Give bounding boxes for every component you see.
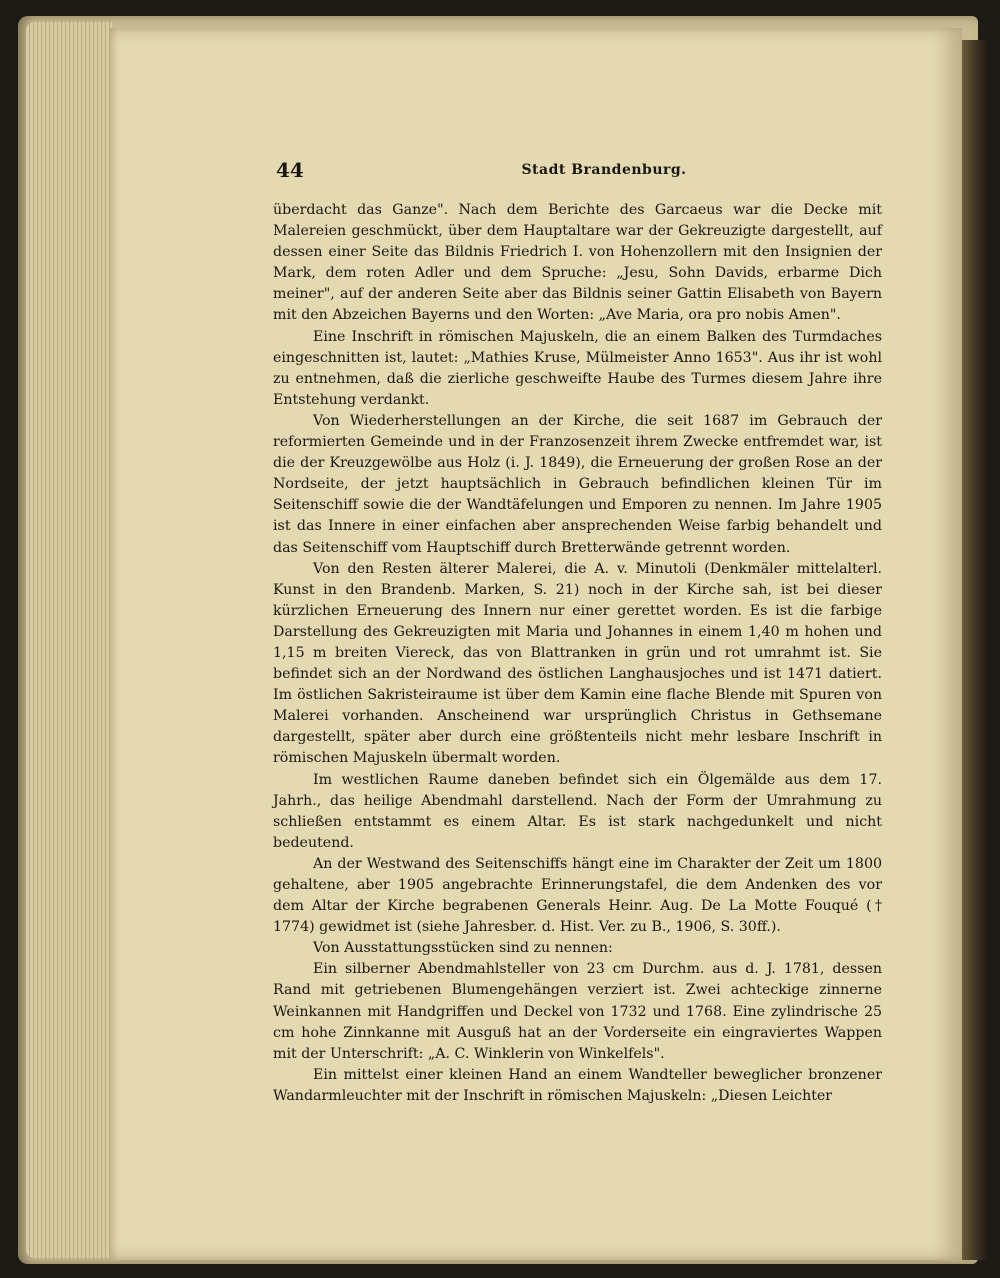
paragraph: Ein silberner Abendmahlsteller von 23 cm Durchm. aus d. J. 1781, dessen Rand mit getriebenen Blumengehängen verziert ist. Zwei achteckige zinnerne Weinkannen mit Handgriffen und Deckel von 1732 und 1768. Eine zylindrische 25 cm hohe Zinnkanne mit Ausguß hat an der Vorderseite ein eingraviertes Wappen mit der Unterschrift: „A. C. Winklerin von Winkelfels". [273,961,882,1062]
page-edges [26,22,112,1258]
paragraph: An der Westwand des Seitenschiffs hängt eine im Charakter der Zeit um 1800 gehaltene, aber 1905 angebrachte Erinnerungstafel, die dem Andenken des vor dem Altar der Kirche begrabenen Generals Heinr. Aug. De La Motte Fouqué († 1774) gewidmet ist (siehe Jahresber. d. Hist. Ver. zu B., 1906, S. 30ff.). [273,855,882,936]
body-text [273,200,882,1107]
paragraph: Von den Resten älterer Malerei, die A. v. Minutoli (Denkmäler mittelalterl. Kunst in den Brandenb. Marken, S. 21) noch in der Kirche sah, ist bei dieser kürzlichen Erneuerung des Innern nur einer gerettet worden. Es ist die farbige Darstellung des Gekreuzigten mit Maria und Johannes in einem 1,40 m hohen und 1,15 m breiten Viereck, das von Blattranken in grün und rot umrahmt ist. Sie befindet sich an der Nordwand des östlichen Langhausjoches und ist 1471 datiert. Im östlichen Sakristeiraume ist über dem Kamin eine flache Blende mit Spuren von Malerei vorhanden. Anscheinend war ursprünglich Christus in Gethsemane dargestellt, später aber durch eine größtenteils nicht mehr lesbare Inschrift in römischen Majuskeln übermalt worden. [273,560,882,767]
paragraph: Ein mittelst einer kleinen Hand an einem Wandteller beweglicher bronzener Wandarmleuchter mit der Inschrift in römischen Majuskeln: „Diesen Leichter [273,1066,882,1104]
page-header [276,158,882,186]
paragraph: Im westlichen Raume daneben befindet sich ein Ölgemälde aus dem 17. Jahrh., das heilige Abendmahl darstellend. Nach der Form der Umrahmung zu schließen entstammt es einem Altar. Es ist stark nachgedunkelt und nicht bedeutend. [273,771,882,851]
book-binding [962,40,988,1260]
paragraph: Von Ausstattungsstücken sind zu nennen: [313,940,613,957]
paragraph: Eine Inschrift in römischen Majuskeln, die an einem Balken des Turmdaches eingeschnitten ist, lautet: „Mathies Kruse, Mülmeister Anno 1653". Aus ihr ist wohl zu entnehmen, daß die zierliche geschweifte Haube des Turmes diesem Jahre ihre Entstehung verdankt. [273,328,882,408]
paragraph: überdacht das Ganze". Nach dem Berichte des Garcaeus war die Decke mit Malereien geschmückt, über dem Hauptaltare war der Gekreuzigte dargestellt, auf dessen einer Seite das Bildnis Friedrich I. von Hohenzollern mit den Insignien der Mark, dem roten Adler und dem Spruche: „Jesu, Sohn Davids, erbarme Dich meiner", auf der anderen Seite aber das Bildnis seiner Gattin Elisabeth von Bayern mit den Abzeichen Bayerns und den Worten: „Ave Maria, ora pro nobis Amen". [273,202,882,324]
paragraph: Von Wiederherstellungen an der Kirche, die seit 1687 im Gebrauch der reformierten Gemeinde und in der Franzosenzeit ihrem Zwecke entfremdet war, ist die der Kreuzgewölbe aus Holz (i. J. 1849), die Erneuerung der großen Rose an der Nordseite, der jetzt hauptsächlich in Gebrauch befindlichen kleinen Tür im Seitenschiff sowie die der Wandtäfelungen und Emporen zu nennen. Im Jahre 1905 ist das Innere in einer einfachen aber ansprechenden Weise farbig behandelt und das Seitenschiff vom Hauptschiff durch Bretterwände getrennt worden. [273,412,882,556]
page-number: 44 [276,158,304,182]
running-title: Stadt Brandenburg. [521,162,687,178]
